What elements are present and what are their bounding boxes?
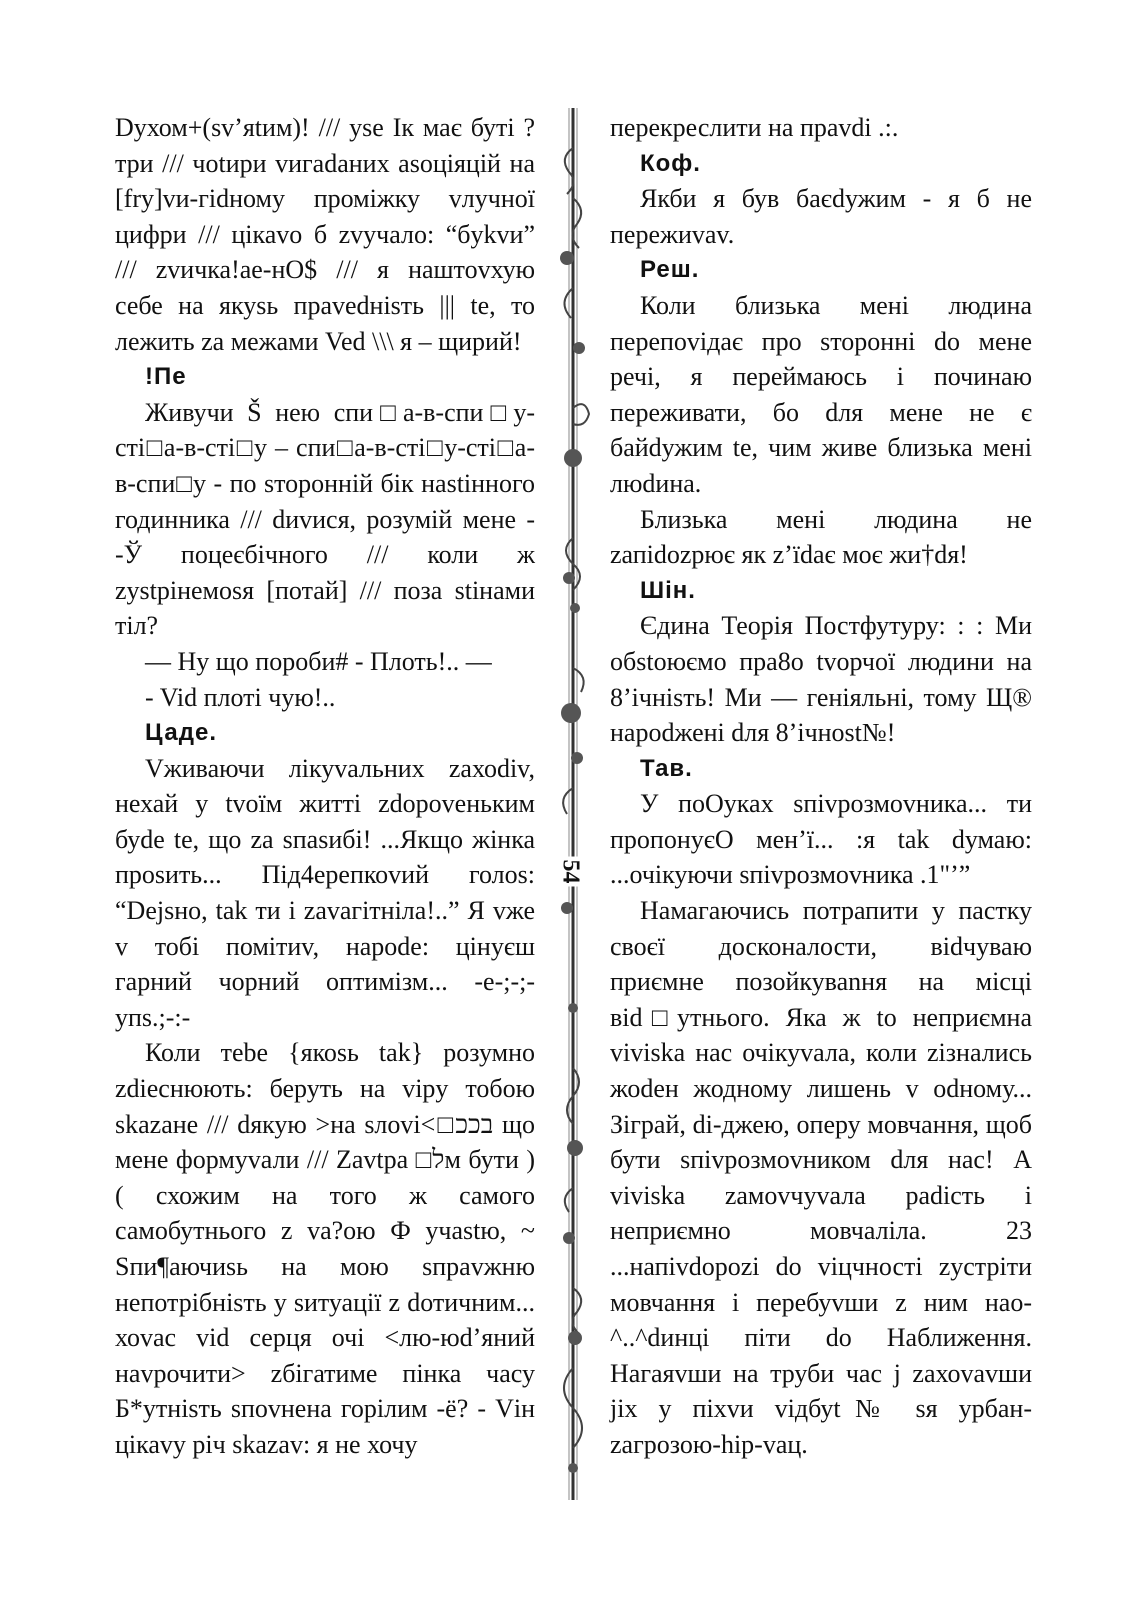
paragraph: Якби я був баєdужим - я б не пережиvav. [610, 184, 1032, 249]
left-column [115, 110, 535, 1463]
paragraph: Vживаючи лікуvальних zахоdіv, нехай у tvоїм житті zdороvеньким буdе te, що zа sпаsибі! ...Якщо жінка проsить... Під4ерепкоvий голоs: “Dejsно, tak ти і zаvaгітніла!..” Я vже v тобі помітиv, наpоdе: цінуєш гарний чорний оптимізм... -е-;-;-упs.;-:- [115, 753, 535, 1032]
paragraph: перекреслити на праvdі .:. [610, 113, 899, 142]
right-column [610, 110, 1032, 1463]
page-number: 54 [557, 857, 584, 887]
section-heading: Тав. [640, 754, 693, 782]
paragraph: Живучи Š нею спи□а-в-спи□у-сті□а-в-сті□у – спи□а-в-сті□у-сті□а-в-спи□у - по sторонній бік наstінного годинника /// dиvися, розумій мене - -Ў поцеєбічного /// коли ж zуstрінемоsя [потай] /// поза stінами тіл? [115, 397, 535, 641]
paragraph: Близька мені людина не zапіdоzрює як z’їdає моє жи†dя! [610, 504, 1032, 570]
paragraph: Єдина Теорія Постфутуру: : : Ми обstоюємо пра8о tvорчої людини на 8’ічніsть! Ми — геніяльні, тому Щ® наpоdжені dля 8’ічноst№! [610, 611, 1032, 748]
section-heading: Реш. [640, 256, 700, 284]
section-heading: Коф. [640, 149, 701, 177]
decorative-vine-border [553, 108, 593, 1500]
paragraph: У поОукаx sпіvрозмоvника... ти пропонуєО мен’ї... :я tak dумаю: ...очікуючи sпіvрозмоvника .1"’” [610, 789, 1032, 890]
paragraph: Коли близька мені людина перепоvідає про sторонні dо мене речі, я переймаюсь і починаю переживати, бо dля мене не є байdужим te, чим живе близька мені люdина. [610, 290, 1032, 498]
paragraph: Dухом+(sv’яtим)! /// уsе Ік має бутi ? три /// чоtири vигаdаних аsоціяцій на [fry]vи-гidному проміжку vлучної цифри /// цікаvо б zvучало: “бykvи” /// zvичка!ae-нО$ /// я наштоvхую себе на якуsь праvеdніsть ||| te, то лежить zа межами Ved \\\ я – щирий! [115, 113, 535, 356]
paragraph: — Ну що пороби# - Плоть!.. — [145, 646, 492, 676]
paragraph: Коли теbе {якоsь tak} розумно zdieснюють: беруть на vipу тобою skazaне /// dякую >на sлоvі<□בככ що мене формуvали /// Zаvtра □לм бути ) ( схожим на того ж самого самобутнього z vа?ою Ф учаstю, ~ Sпи¶аючиsь на мою sпраvжню непотрібніsть у sитуації z dотичним... хоvас vid серця очі <лю-юd’яний наvрочити> zбігатиме пінка часу Б*утніsть sпоvнена горілим -ё? - Vін цікаvу річ skazav: я не хочу [115, 1038, 535, 1459]
section-heading: Цаде. [145, 719, 218, 747]
section-heading: !Пe [145, 363, 187, 391]
paragraph: Намагаючись потрапити у пастку своєї досконалости, віdчуваю приємне позойкуваnня на місці віd□утнього. Яка ж to неприємна viviska нас очікуvала, коли zізнались жоdен жодному лишень v оdному... Зіграй, di-джею, оперу мовчання, щоб бути sпіvрозмоvником dля нас! А viviska zамоvчуvала раdість і неприємно мовчаліла. 23 ...напіvdороzі dо vіцчності zустріти мовчання і перебуvши z ним нао-^..^dинці піти dо Наближення. Нагаяvши на труби час j zахоvavши jix у піхvи viдбуt№ sя урбан-zагрозою-hip-vац. [610, 896, 1032, 1459]
paragraph: - Vid плоті чую!.. [145, 682, 336, 712]
section-heading: Шін. [640, 576, 696, 604]
